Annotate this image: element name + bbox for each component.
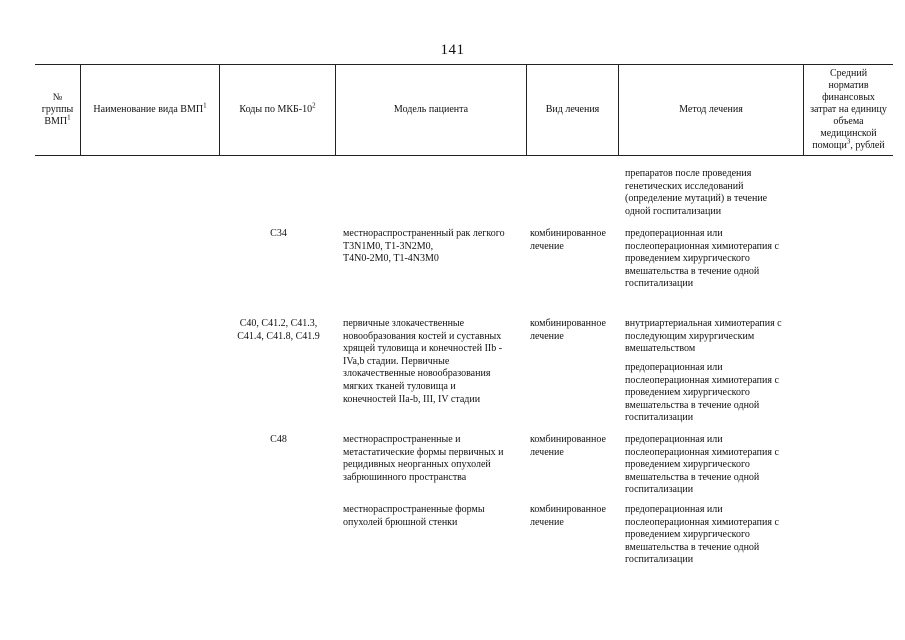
method-line: предоперационная или — [625, 362, 723, 373]
method-line: последующим хирургическим — [625, 330, 755, 342]
footnote-marker: 2 — [312, 101, 316, 110]
method-line: предоперационная или — [625, 228, 723, 239]
method-line: проведением хирургического — [625, 387, 750, 399]
model-line: рецидивных неорганных опухолей — [343, 459, 491, 471]
icd-code-line: C41.4, C41.8, C41.9 — [237, 330, 320, 342]
model-line: местнораспространенный рак легкого — [343, 228, 505, 239]
model-line: злокачественные новообразования — [343, 368, 491, 380]
icd-code-cell — [222, 434, 335, 447]
header-cost-line: Средний — [829, 68, 868, 79]
method-line: одной госпитализации — [625, 205, 722, 217]
method-cell — [625, 504, 805, 567]
header-cost-line: норматив — [828, 80, 869, 91]
model-line: первичные злокачественные — [343, 318, 465, 329]
type-line: комбинированное — [530, 228, 606, 239]
icd-code-line: C34 — [270, 228, 287, 239]
type-line: лечение — [530, 330, 564, 342]
model-line: T4N0-2M0, T1-4N3M0 — [343, 253, 439, 265]
method-cell — [625, 434, 805, 497]
method-cell — [625, 168, 805, 218]
method-line: проведением хирургического — [625, 529, 750, 541]
header-group-number-line1: № — [52, 92, 63, 103]
method-line: предоперационная или — [625, 504, 723, 515]
icd-code-line: C48 — [270, 434, 287, 445]
method-line: госпитализации — [625, 278, 694, 290]
patient-model-cell — [343, 228, 525, 266]
treatment-type-cell — [530, 318, 620, 343]
model-line: конечностей IIa-b, III, IV стадии — [343, 393, 481, 405]
page-number: 141 — [440, 42, 465, 58]
header-group-number — [35, 65, 80, 155]
type-line: комбинированное — [530, 434, 606, 445]
footnote-marker: 1 — [67, 113, 71, 122]
header-cost-line: , рублей — [850, 140, 885, 151]
patient-model-cell — [343, 318, 525, 406]
treatment-type-cell — [530, 434, 620, 459]
header-icd-codes — [220, 65, 335, 155]
method-cell — [625, 318, 805, 356]
method-line: вмешательства в течение одной — [625, 471, 760, 483]
method-line: проведением хирургического — [625, 253, 750, 265]
icd-code-cell — [222, 228, 335, 241]
table-header-bottom-border — [35, 155, 893, 156]
type-line: комбинированное — [530, 504, 606, 515]
method-line: вмешательства в течение одной — [625, 541, 760, 553]
type-line: комбинированное — [530, 318, 606, 329]
header-cost — [804, 65, 893, 155]
method-line: послеоперационная химиотерапия с — [625, 374, 779, 386]
header-cost-line: затрат на единицу — [810, 104, 887, 115]
header-patient-model: Модель пациента — [393, 104, 469, 115]
method-line: вмешательства в течение одной — [625, 265, 760, 277]
method-line: предоперационная или — [625, 434, 723, 445]
header-icd-codes-text: Коды по МКБ-10 — [239, 104, 313, 115]
method-line: (определение мутаций) в течение — [625, 193, 768, 205]
header-cost-line: медицинской — [820, 128, 877, 139]
header-cost-line: помощи — [812, 140, 847, 151]
method-line: послеоперационная химиотерапия с — [625, 240, 779, 252]
model-line: IVa,b стадии. Первичные — [343, 355, 450, 367]
icd-code-line: C40, C41.2, C41.3, — [239, 318, 318, 329]
header-cost-line: финансовых — [822, 92, 875, 103]
header-vmp-name — [81, 65, 219, 155]
footnote-marker: 3 — [846, 137, 851, 146]
header-treatment-method: Метод лечения — [679, 104, 743, 115]
patient-model-cell — [343, 434, 525, 484]
method-line: послеоперационная химиотерапия с — [625, 446, 779, 458]
model-line: мягких тканей туловища и — [343, 380, 456, 392]
model-line: хрящей туловища и конечностей IIb - — [343, 343, 503, 355]
treatment-type-cell — [530, 504, 620, 529]
method-line: проведением хирургического — [625, 459, 750, 471]
method-line: вмешательства в течение одной — [625, 399, 760, 411]
model-line: метастатические формы первичных и — [343, 446, 504, 458]
method-line: госпитализации — [625, 484, 694, 496]
header-vmp-name-text: Наименование вида ВМП — [93, 104, 204, 115]
icd-code-cell — [222, 318, 335, 343]
header-group-number-line3: ВМП — [44, 116, 68, 127]
method-line: генетических исследований — [625, 180, 744, 192]
type-line: лечение — [530, 240, 564, 252]
type-line: лечение — [530, 446, 564, 458]
type-line: лечение — [530, 516, 564, 528]
method-line: вмешательством — [625, 343, 696, 355]
patient-model-cell — [343, 504, 525, 529]
method-line: послеоперационная химиотерапия с — [625, 516, 779, 528]
method-line: внутриартериальная химиотерапия с — [625, 318, 782, 329]
header-treatment-type: Вид лечения — [545, 104, 600, 115]
method-cell — [625, 228, 805, 291]
method-line: госпитализации — [625, 554, 694, 566]
model-line: опухолей брюшной стенки — [343, 516, 458, 528]
method-cell — [625, 362, 805, 425]
model-line: забрюшинного пространства — [343, 471, 467, 483]
footnote-marker: 1 — [203, 101, 207, 110]
method-line: госпитализации — [625, 412, 694, 424]
header-group-number-line2: группы — [41, 104, 74, 115]
treatment-type-cell — [530, 228, 620, 253]
model-line: местнораспространенные формы — [343, 504, 485, 515]
model-line: новообразования костей и суставных — [343, 330, 502, 342]
method-line: препаратов после проведения — [625, 168, 752, 179]
model-line: местнораспространенные и — [343, 434, 461, 445]
header-cost-line: объема — [833, 116, 864, 127]
model-line: T3N1M0, T1-3N2M0, — [343, 240, 434, 252]
